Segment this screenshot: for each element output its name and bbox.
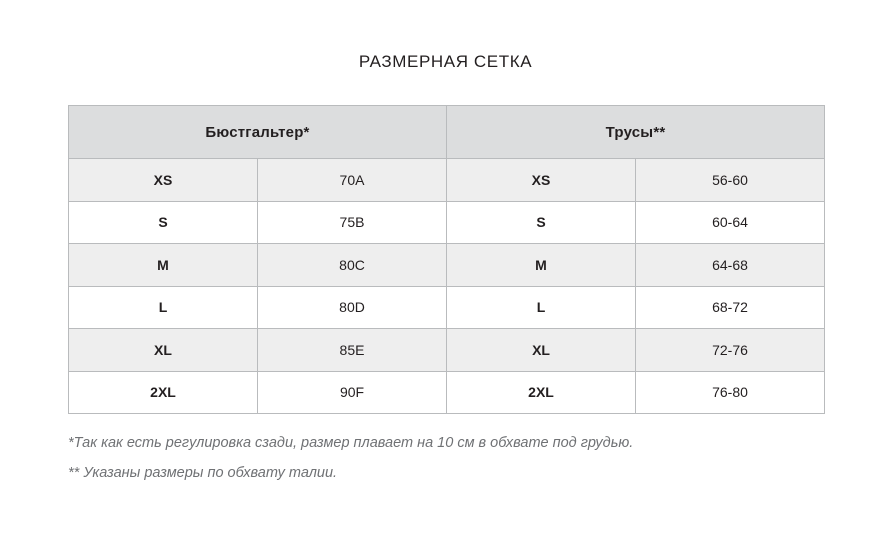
cell-panty-value: 68-72 [636, 286, 825, 329]
table-head [69, 106, 825, 159]
table-row [69, 286, 825, 329]
table-header-row [69, 106, 825, 159]
cell-panty-size: 2XL [447, 371, 636, 414]
page-title: РАЗМЕРНАЯ СЕТКА [358, 52, 533, 71]
table-row [69, 329, 825, 372]
table-row [69, 201, 825, 244]
footnote-panty: ** Указаны размеры по обхвату талии. [68, 465, 338, 481]
cell-panty-size: XL [447, 329, 636, 372]
cell-bra-value: 70A [258, 159, 447, 202]
cell-bra-value: 80C [258, 244, 447, 287]
cell-panty-value: 76-80 [636, 371, 825, 414]
cell-panty-value: 64-68 [636, 244, 825, 287]
cell-panty-size: L [447, 286, 636, 329]
table-body [69, 159, 825, 414]
cell-bra-value: 85E [258, 329, 447, 372]
footnote-bra: *Так как есть регулировка сзади, размер плавает на 10 см в обхвате под грудью. [68, 435, 634, 451]
cell-panty-value: 60-64 [636, 201, 825, 244]
size-grid-container [68, 105, 824, 414]
cell-bra-size: M [69, 244, 258, 287]
cell-bra-size: L [69, 286, 258, 329]
cell-bra-size: S [69, 201, 258, 244]
size-grid-table [68, 105, 825, 414]
cell-bra-size: XL [69, 329, 258, 372]
cell-bra-value: 80D [258, 286, 447, 329]
table-row [69, 244, 825, 287]
column-header-panty: Трусы** [447, 106, 825, 159]
cell-panty-size: M [447, 244, 636, 287]
table-row [69, 371, 825, 414]
cell-panty-value: 72-76 [636, 329, 825, 372]
cell-panty-size: S [447, 201, 636, 244]
cell-bra-size: XS [69, 159, 258, 202]
cell-panty-value: 56-60 [636, 159, 825, 202]
cell-panty-size: XS [447, 159, 636, 202]
cell-bra-size: 2XL [69, 371, 258, 414]
cell-bra-value: 75B [258, 201, 447, 244]
table-row [69, 159, 825, 202]
cell-bra-value: 90F [258, 371, 447, 414]
column-header-bra: Бюстгальтер* [69, 106, 447, 159]
footnotes [68, 428, 858, 488]
